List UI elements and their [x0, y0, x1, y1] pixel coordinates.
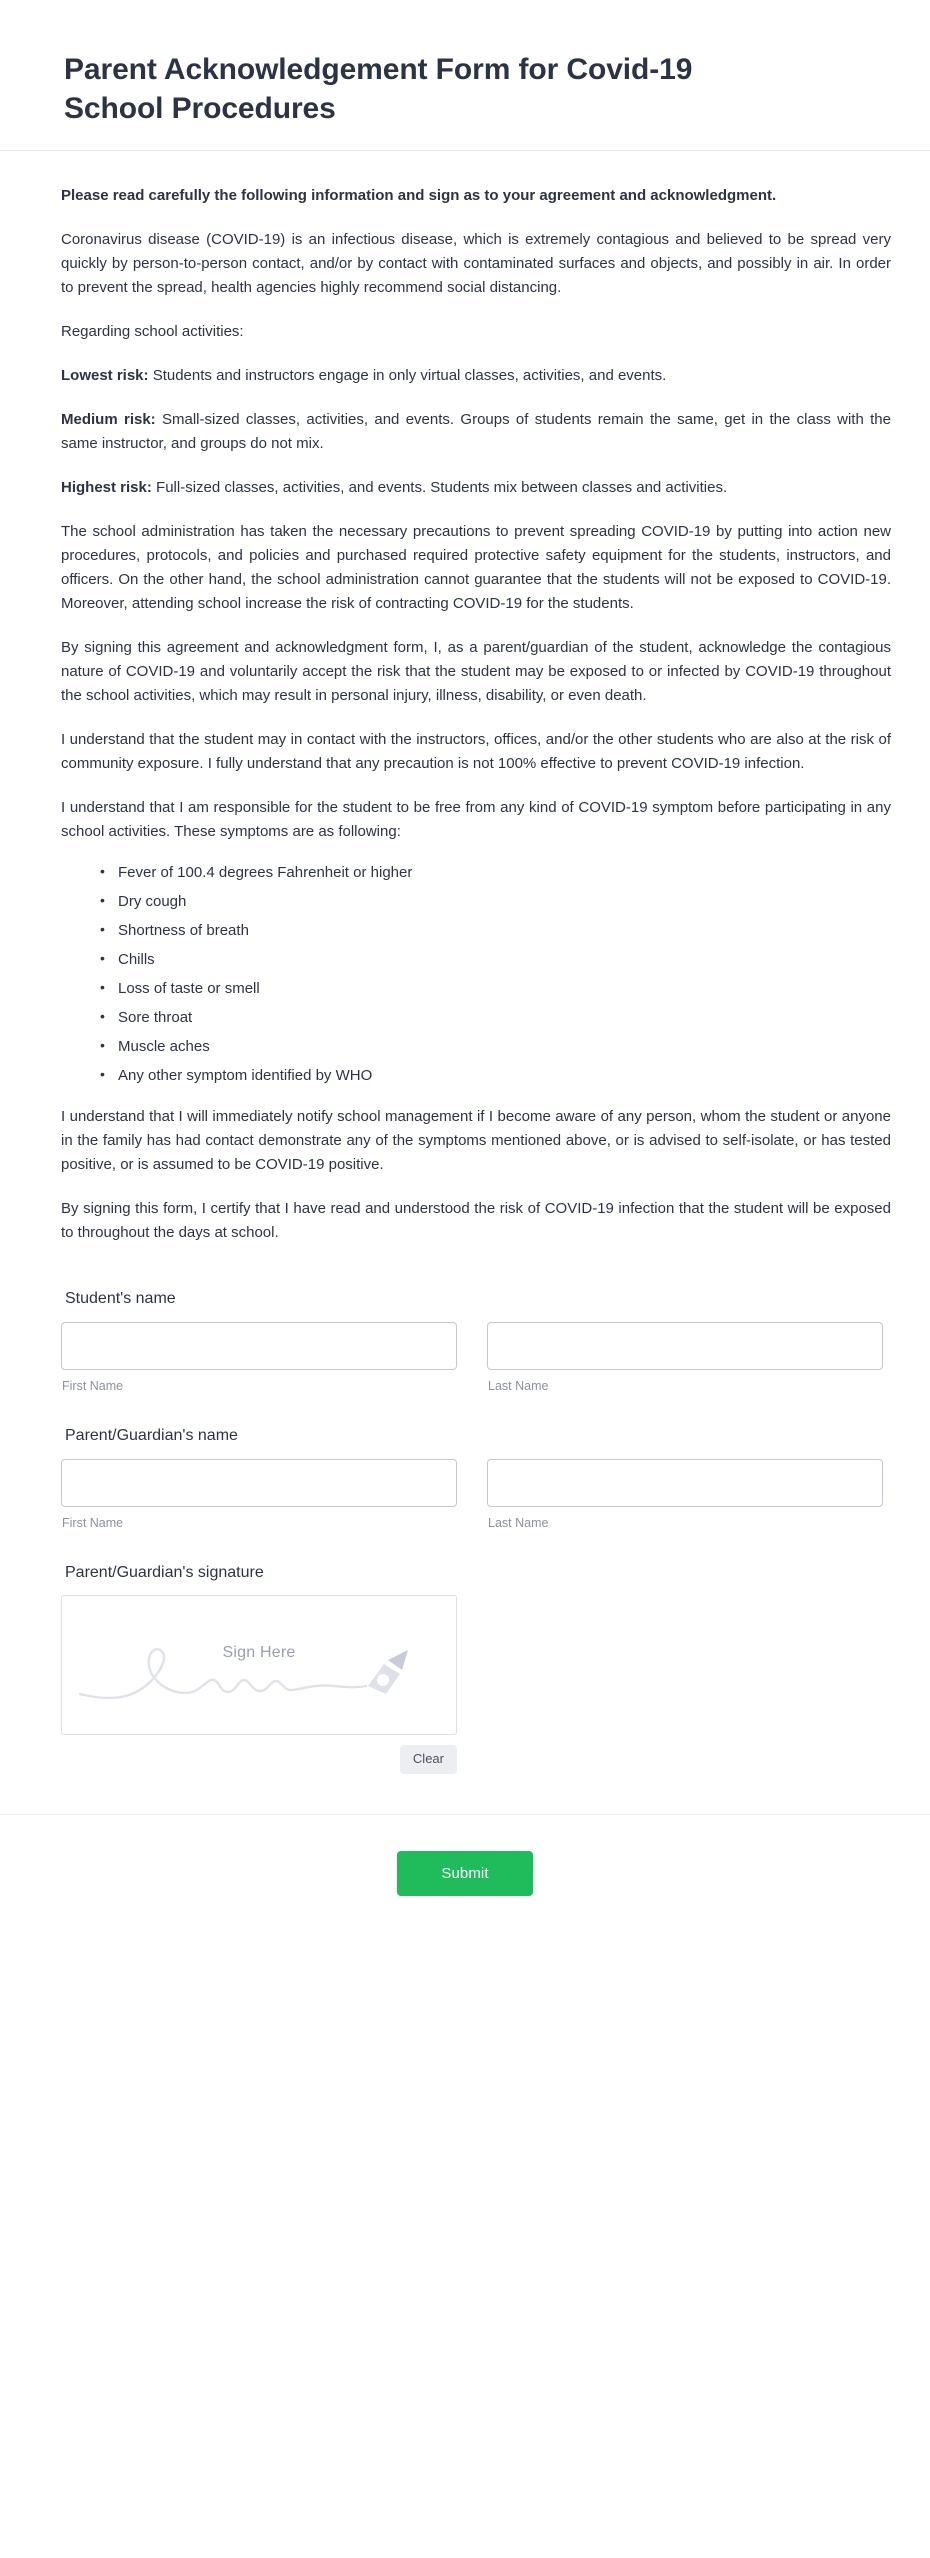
regarding-paragraph: Regarding school activities:	[61, 323, 244, 340]
risk-text-medium: Small-sized classes, activities, and events. Groups of students remain the same, get in the class with the same instructor, and groups do not mix.	[61, 411, 891, 452]
risk-paragraph-lowest	[61, 364, 891, 388]
list-item: • Shortness of breath	[118, 922, 891, 940]
list-item: • Muscle aches	[118, 1038, 891, 1056]
risk-label-highest: Highest risk:	[61, 479, 152, 496]
page-title: Parent Acknowledgement Form for Covid-19 School Procedures	[64, 53, 693, 125]
field-group-parent-name	[61, 1426, 869, 1531]
field-group-student-name	[61, 1289, 869, 1394]
administration-paragraph: The school administration has taken the necessary precautions to prevent spreading COVID-19 by putting into action new procedures, protocols, and policies and purchased required protective safety equipment for the students, instructors, and officers. On the other hand, the school administration cannot guarantee that the students will not be exposed to COVID-19. Moreover, attending school increase the risk of contracting COVID-19 for the students.	[61, 523, 891, 612]
form-header	[0, 0, 930, 150]
submit-button[interactable]: Submit	[397, 1851, 533, 1896]
lead-paragraph: Please read carefully the following information and sign as to your agreement and acknowledgment.	[61, 187, 777, 204]
parent-last-name-input[interactable]	[487, 1459, 883, 1507]
student-first-name-input[interactable]	[61, 1322, 457, 1370]
risk-text-highest: Full-sized classes, activities, and events. Students mix between classes and activities.	[151, 479, 728, 496]
content-block	[61, 184, 891, 1245]
field-group-signature	[61, 1563, 869, 1775]
form-body	[0, 151, 930, 1245]
certify-paragraph: By signing this form, I certify that I have read and understood the risk of COVID-19 infection that the student will be exposed to throughout the days at school.	[61, 1200, 891, 1241]
student-last-name-input[interactable]	[487, 1322, 883, 1370]
student-name-label: Student's name	[65, 1290, 176, 1307]
parent-first-name-input[interactable]	[61, 1459, 457, 1507]
list-item: • Loss of taste or smell	[118, 980, 891, 998]
intro-paragraph: Coronavirus disease (COVID-19) is an infectious disease, which is extremely contagious and believed to be spread very quickly by person-to-person contact, and/or by contact with contaminated surfaces and objects, and possibly in air. In order to prevent the spread, health agencies highly recommend social distancing.	[61, 231, 891, 296]
risk-paragraph-highest	[61, 476, 891, 500]
risk-label-medium: Medium risk:	[61, 411, 156, 428]
form-footer	[0, 1815, 930, 1942]
clear-row	[61, 1745, 457, 1774]
parent-first-name-col	[61, 1459, 457, 1531]
contact-exposure-paragraph: I understand that the student may in contact with the instructors, offices, and/or the other students who are also at the risk of community exposure. I fully understand that any precaution is not 100% effective to prevent COVID-19 infection.	[61, 731, 891, 772]
symptom-list	[61, 864, 891, 1085]
student-last-name-col	[487, 1322, 883, 1394]
risk-paragraph-medium	[61, 408, 891, 456]
pen-nib-icon	[368, 1650, 408, 1694]
parent-last-name-col	[487, 1459, 883, 1531]
responsibility-paragraph: I understand that I am responsible for the student to be free from any kind of COVID-19 symptom before participating in any school activities. These symptoms are as following:	[61, 799, 891, 840]
risk-text-lowest: Students and instructors engage in only virtual classes, activities, and events.	[148, 367, 667, 384]
signature-pad[interactable]	[61, 1595, 457, 1735]
student-first-name-col	[61, 1322, 457, 1394]
parent-first-name-sublabel: First Name	[62, 1515, 124, 1530]
signature-placeholder	[62, 1596, 456, 1734]
student-first-name-sublabel: First Name	[62, 1378, 124, 1393]
list-item: • Any other symptom identified by WHO	[118, 1067, 891, 1085]
fields-area	[0, 1265, 930, 1774]
parent-name-label: Parent/Guardian's name	[65, 1426, 238, 1444]
sign-here-text: Sign Here	[222, 1644, 296, 1662]
student-name-row	[61, 1322, 869, 1394]
parent-last-name-sublabel: Last Name	[488, 1515, 549, 1530]
list-item: • Dry cough	[118, 893, 891, 911]
signature-squiggle-icon	[72, 1636, 448, 1716]
list-item: • Fever of 100.4 degrees Fahrenheit or higher	[118, 864, 891, 882]
notify-paragraph: I understand that I will immediately notify school management if I become aware of any person, whom the student or anyone in the family has had contact demonstrate any of the symptoms mentioned above, or is advised to self-isolate, or has tested positive, or is assumed to be COVID-19 positive.	[61, 1108, 891, 1173]
risk-label-lowest: Lowest risk:	[61, 367, 149, 384]
student-last-name-sublabel: Last Name	[488, 1378, 549, 1393]
list-item: • Chills	[118, 951, 891, 969]
parent-name-row	[61, 1459, 869, 1531]
signature-label: Parent/Guardian's signature	[65, 1563, 264, 1581]
clear-signature-button[interactable]: Clear	[400, 1745, 457, 1774]
list-item: • Sore throat	[118, 1009, 891, 1027]
signing-acknowledgment-paragraph: By signing this agreement and acknowledgment form, I, as a parent/guardian of the student, acknowledge the contagious nature of COVID-19 and voluntarily accept the risk that the student may be exposed to or infected by COVID-19 throughout the school activities, which may result in personal injury, illness, disability, or even death.	[61, 639, 891, 704]
